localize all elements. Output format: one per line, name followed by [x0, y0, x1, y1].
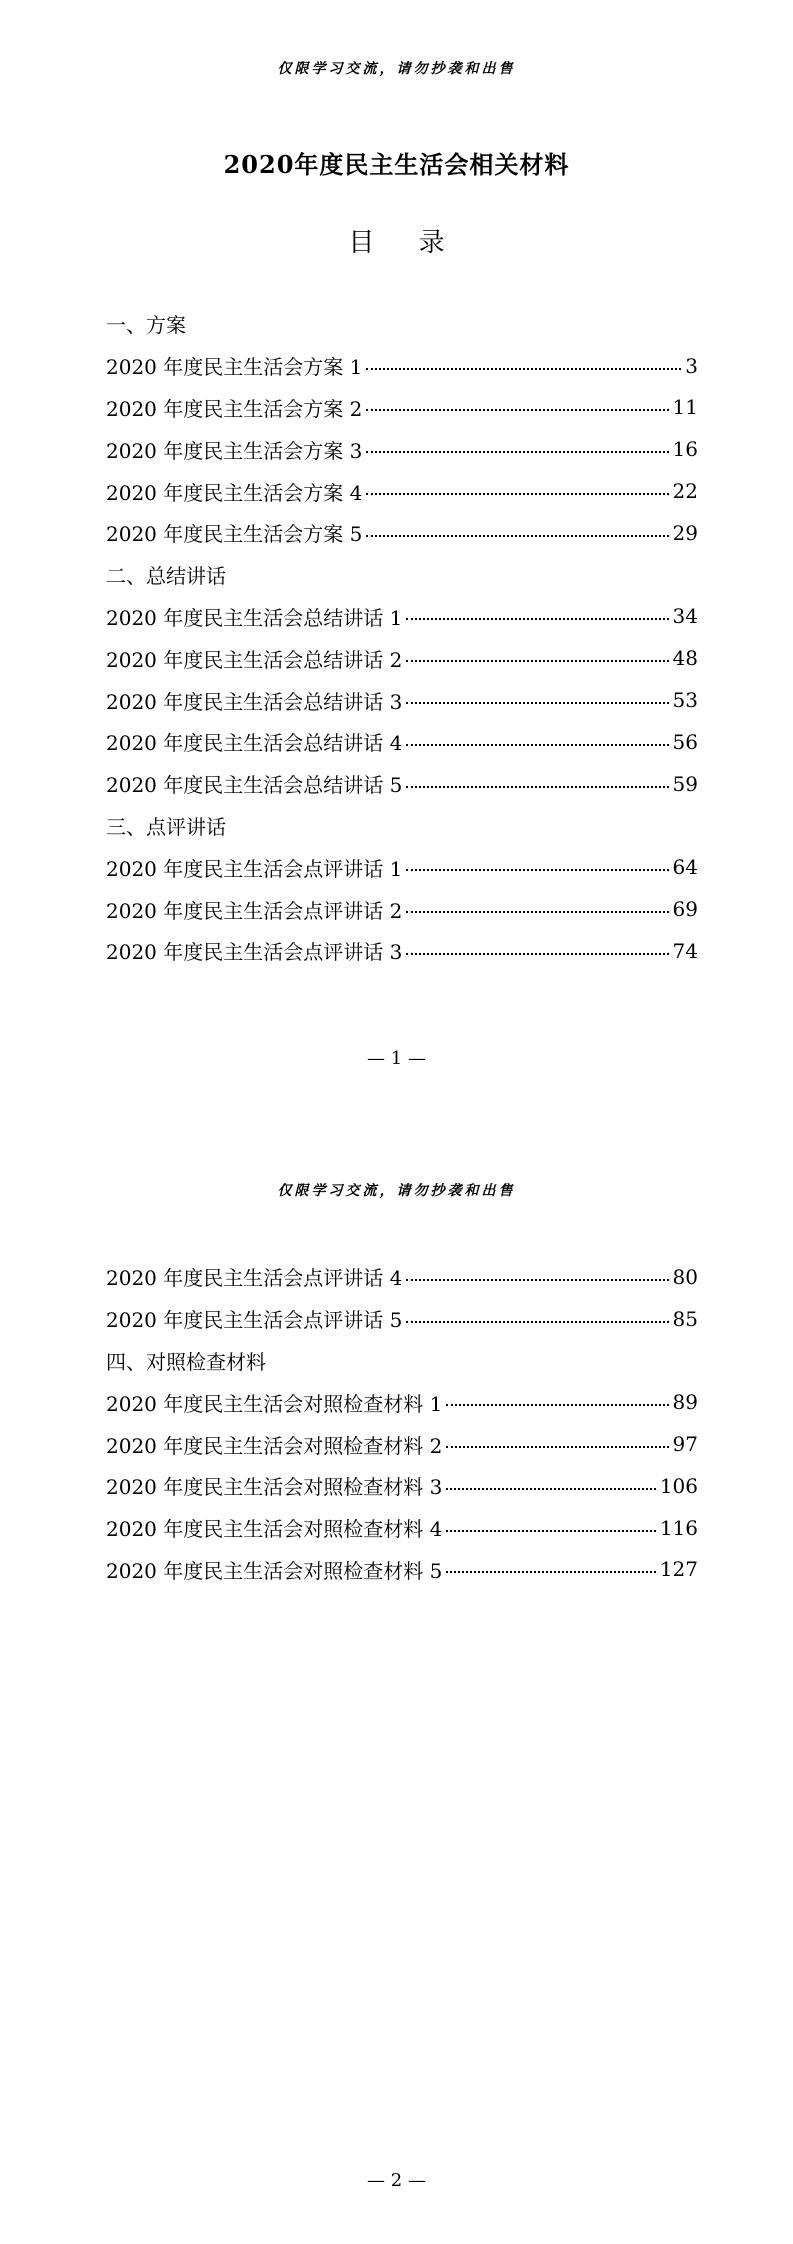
table-of-contents — [106, 303, 698, 972]
dot-leader — [406, 911, 668, 913]
document-title: 2020年度民主生活会相关材料 — [223, 150, 570, 179]
toc-entry-label: 2020 年度民主生活会方案 5 — [106, 522, 363, 547]
dot-leader — [366, 368, 681, 370]
toc-entry — [106, 846, 698, 888]
toc-entry — [106, 1256, 698, 1298]
toc-entry — [106, 1298, 698, 1340]
toc-entry-page-number: 29 — [672, 520, 698, 545]
header-note: 仅限学习交流，请勿抄袭和出售 — [277, 1183, 516, 1199]
toc-entry-label: 2020 年度民主生活会方案 1 — [106, 355, 363, 380]
toc-heading: 目 录 — [348, 228, 463, 258]
toc-entry-page-number: 56 — [672, 729, 698, 754]
toc-entry-label: 2020 年度民主生活会对照检查材料 4 — [106, 1517, 443, 1542]
toc-entry-page-number: 11 — [672, 395, 698, 420]
toc-entry — [106, 637, 698, 679]
toc-entry-page-number: 127 — [659, 1557, 698, 1582]
header-note: 仅限学习交流，请勿抄袭和出售 — [277, 61, 516, 77]
toc-entry — [106, 1549, 698, 1591]
dot-leader — [446, 1446, 668, 1448]
toc-entry-label: 2020 年度民主生活会对照检查材料 1 — [106, 1391, 443, 1416]
toc-entry — [106, 888, 698, 930]
toc-entry-page-number: 34 — [672, 604, 698, 629]
toc-entry — [106, 679, 698, 721]
page-number-footer: — 1 — — [367, 1048, 426, 1069]
toc-entry-page-number: 59 — [672, 771, 698, 796]
dot-leader — [446, 1571, 655, 1573]
toc-entry — [106, 387, 698, 429]
toc-entry-page-number: 64 — [672, 855, 698, 880]
toc-entry-label: 2020 年度民主生活会点评讲话 3 — [106, 940, 403, 965]
toc-entry — [106, 1465, 698, 1507]
toc-entry — [106, 428, 698, 470]
toc-section-heading: 二、总结讲话 — [106, 564, 226, 589]
toc-entry — [106, 345, 698, 387]
toc-entry-label: 2020 年度民主生活会点评讲话 1 — [106, 856, 403, 881]
toc-entry-page-number: 69 — [672, 897, 698, 922]
toc-entry — [106, 1507, 698, 1549]
dot-leader — [406, 618, 668, 620]
toc-entry-label: 2020 年度民主生活会总结讲话 2 — [106, 647, 403, 672]
toc-entry-label: 2020 年度民主生活会对照检查材料 2 — [106, 1433, 443, 1458]
dot-leader — [406, 660, 668, 662]
toc-entry-label: 2020 年度民主生活会总结讲话 5 — [106, 773, 403, 798]
toc-entry — [106, 1381, 698, 1423]
dot-leader — [366, 535, 668, 537]
toc-entry-page-number: 116 — [659, 1515, 698, 1540]
dot-leader — [406, 702, 668, 704]
toc-section-heading: 四、对照检查材料 — [106, 1349, 266, 1374]
toc-entry-label: 2020 年度民主生活会对照检查材料 5 — [106, 1558, 443, 1583]
toc-entry-page-number: 80 — [672, 1264, 698, 1289]
dot-leader — [406, 786, 668, 788]
toc-section-heading: 三、点评讲话 — [106, 814, 226, 839]
toc-entry — [106, 1423, 698, 1465]
dot-leader — [406, 1279, 668, 1281]
page-number-footer: — 2 — — [367, 2170, 426, 2191]
toc-entry-page-number: 85 — [672, 1306, 698, 1331]
toc-entry-page-number: 106 — [659, 1473, 698, 1498]
toc-entry-page-number: 89 — [672, 1390, 698, 1415]
toc-entry-label: 2020 年度民主生活会总结讲话 4 — [106, 731, 403, 756]
toc-entry-label: 2020 年度民主生活会方案 3 — [106, 438, 363, 463]
toc-entry — [106, 596, 698, 638]
toc-entry-page-number: 22 — [672, 479, 698, 504]
dot-leader — [366, 493, 668, 495]
toc-entry-label: 2020 年度民主生活会点评讲话 2 — [106, 898, 403, 923]
toc-entry-label: 2020 年度民主生活会总结讲话 1 — [106, 605, 403, 630]
toc-entry — [106, 763, 698, 805]
toc-entry-label: 2020 年度民主生活会方案 4 — [106, 480, 363, 505]
toc-entry-label: 2020 年度民主生活会总结讲话 3 — [106, 689, 403, 714]
dot-leader — [446, 1404, 668, 1406]
dot-leader — [406, 744, 668, 746]
toc-entry — [106, 512, 698, 554]
toc-entry-page-number: 53 — [672, 688, 698, 713]
toc-entry-label: 2020 年度民主生活会对照检查材料 3 — [106, 1475, 443, 1500]
dot-leader — [366, 409, 668, 411]
table-of-contents — [106, 1256, 698, 1590]
page-2 — [0, 1122, 793, 2244]
dot-leader — [446, 1530, 655, 1532]
dot-leader — [366, 451, 668, 453]
dot-leader — [446, 1488, 655, 1490]
toc-entry-page-number: 74 — [672, 938, 698, 963]
toc-entry-label: 2020 年度民主生活会点评讲话 5 — [106, 1308, 403, 1333]
toc-entry — [106, 721, 698, 763]
toc-section-heading: 一、方案 — [106, 313, 186, 338]
toc-entry-page-number: 16 — [672, 437, 698, 462]
toc-entry — [106, 470, 698, 512]
dot-leader — [406, 869, 668, 871]
toc-entry-page-number: 97 — [672, 1432, 698, 1457]
toc-entry-page-number: 48 — [672, 646, 698, 671]
dot-leader — [406, 1321, 668, 1323]
dot-leader — [406, 953, 668, 955]
toc-entry — [106, 930, 698, 972]
toc-entry-page-number: 3 — [685, 353, 698, 378]
toc-entry-label: 2020 年度民主生活会方案 2 — [106, 396, 363, 421]
toc-entry-label: 2020 年度民主生活会点评讲话 4 — [106, 1266, 403, 1291]
